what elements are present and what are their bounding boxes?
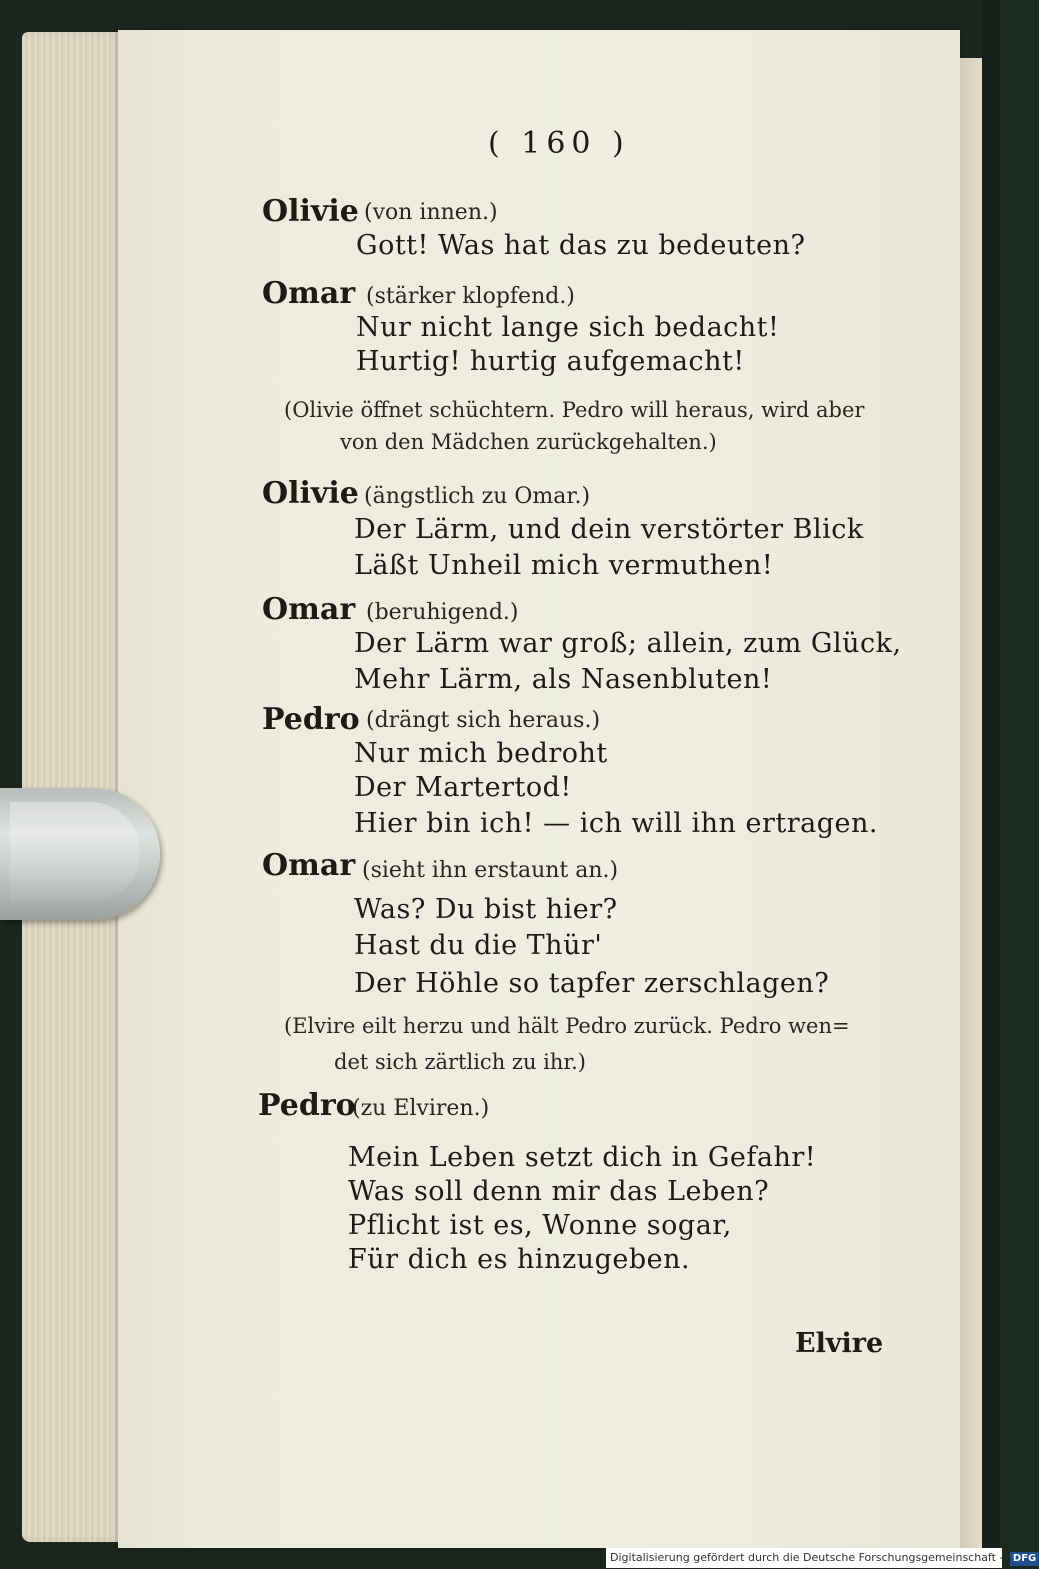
verse-line: Hier bin ich! — ich will ihn ertragen.	[354, 808, 878, 839]
speaker-name: Omar	[262, 848, 356, 883]
stage-direction: (zu Elviren.)	[352, 1096, 490, 1121]
verse-line: Nur mich bedroht	[354, 738, 608, 769]
verse-line: Für dich es hinzugeben.	[348, 1244, 691, 1275]
dfg-logo: DFG	[1010, 1552, 1039, 1566]
stage-instruction: det sich zärtlich zu ihr.)	[334, 1050, 586, 1074]
verse-line: Der Martertod!	[354, 772, 572, 803]
scan-border-right	[982, 0, 1000, 1569]
speaker-name: Omar	[262, 276, 356, 311]
stage-direction: (ängstlich zu Omar.)	[364, 484, 591, 509]
speaker-name: Pedro	[258, 1088, 356, 1123]
verse-line: Was soll denn mir das Leben?	[348, 1176, 770, 1207]
verse-line: Pflicht ist es, Wonne sogar,	[348, 1210, 732, 1241]
stage-instruction: von den Mädchen zurückgehalten.)	[340, 430, 717, 454]
book-clip	[0, 788, 160, 920]
page-number: ( 160 )	[488, 126, 630, 161]
stage-direction: (sieht ihn erstaunt an.)	[362, 858, 619, 883]
stage-instruction: (Olivie öffnet schüchtern. Pedro will heraus, wird aber	[284, 398, 865, 422]
stage-direction: (beruhigend.)	[366, 600, 519, 625]
verse-line: Mehr Lärm, als Nasenbluten!	[354, 664, 773, 695]
stage-instruction: (Elvire eilt herzu und hält Pedro zurück. Pedro wen=	[284, 1014, 850, 1038]
digitization-footer	[606, 1548, 1037, 1568]
verse-line: Mein Leben setzt dich in Gefahr!	[348, 1142, 817, 1173]
stage-direction: (stärker klopfend.)	[366, 284, 575, 309]
stage-direction: (von innen.)	[364, 200, 498, 225]
speaker-name: Olivie	[262, 194, 359, 229]
stage-direction: (drängt sich heraus.)	[366, 708, 601, 733]
verse-line: Der Höhle so tapfer zerschlagen?	[354, 968, 830, 999]
verse-line: Hast du die Thür'	[354, 930, 603, 961]
book-page-edges	[22, 32, 126, 1542]
verse-line: Hurtig! hurtig aufgemacht!	[356, 346, 745, 377]
speaker-name: Omar	[262, 592, 356, 627]
speaker-name: Pedro	[262, 702, 360, 737]
verse-line: Gott! Was hat das zu bedeuten?	[356, 230, 806, 261]
facing-page-edge	[960, 58, 982, 1548]
speaker-name: Olivie	[262, 476, 359, 511]
verse-line: Der Lärm war groß; allein, zum Glück,	[354, 628, 902, 659]
clip-highlight	[10, 802, 140, 902]
verse-line: Nur nicht lange sich bedacht!	[356, 312, 780, 343]
catchword: Elvire	[795, 1328, 884, 1359]
verse-line: Läßt Unheil mich vermuthen!	[354, 550, 774, 581]
footer-text: Digitalisierung gefördert durch die Deutsche Forschungsgemeinschaft -	[610, 1551, 1004, 1564]
verse-line: Was? Du bist hier?	[354, 894, 618, 925]
verse-line: Der Lärm, und dein verstörter Blick	[354, 514, 864, 545]
